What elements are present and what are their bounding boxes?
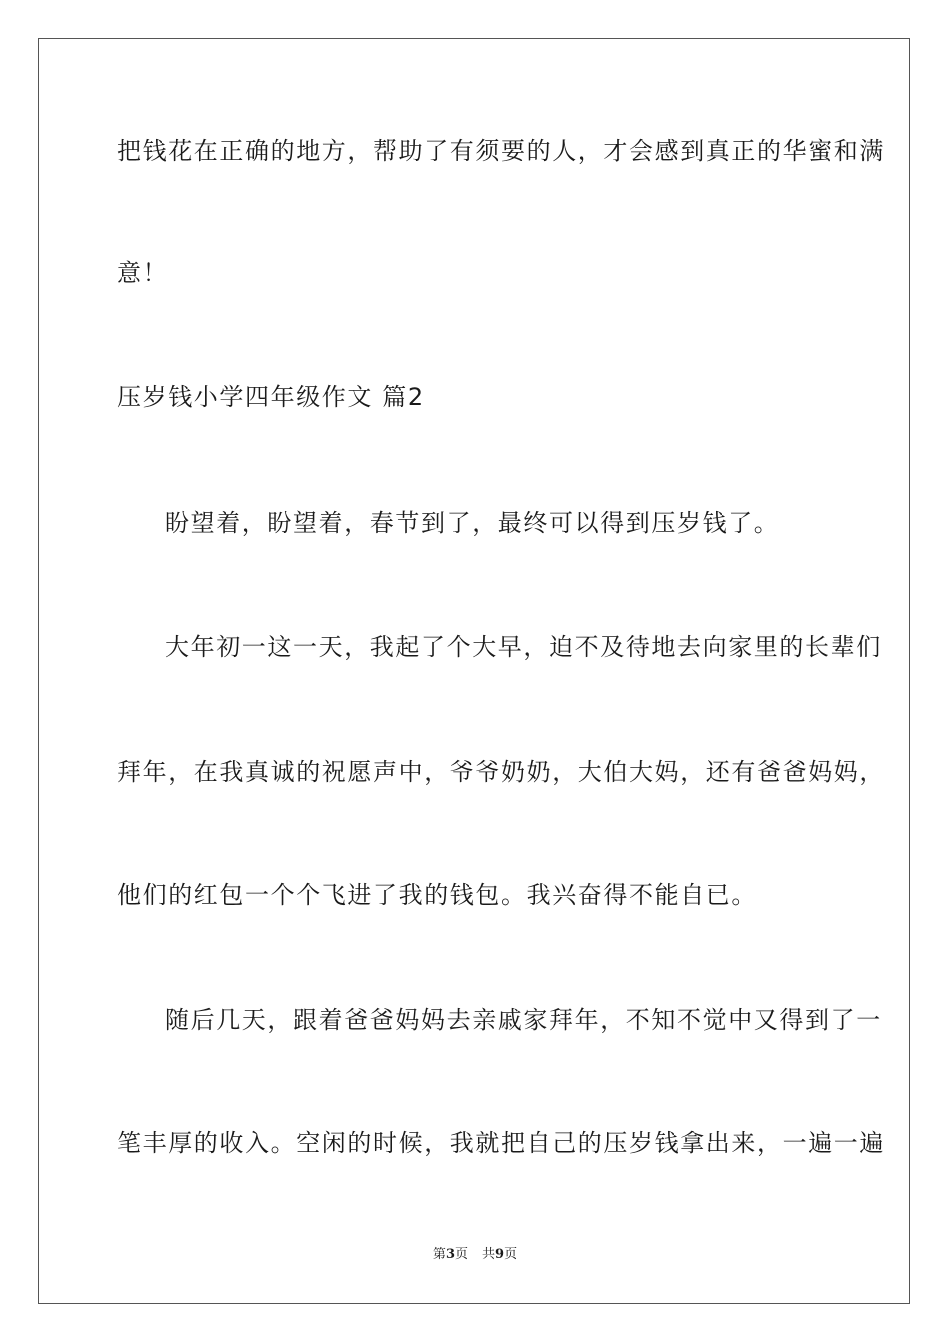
paragraph-first-line: 随后几天，跟着爸爸妈妈去亲戚家拜年，不知不觉中又得到了一 [165,1006,882,1034]
body-text-line: 他们的红包一个个飞进了我的钱包。我兴奋得不能自已。 [117,881,757,909]
total-prefix: 共 [482,1247,496,1262]
section-heading: 压岁钱小学四年级作文 篇2 [117,383,425,411]
body-text-line: 意！ [117,259,169,287]
body-text-line: 笔丰厚的收入。空闲的时候，我就把自己的压岁钱拿出来，一遍一遍 [117,1129,885,1157]
paragraph-first-line: 大年初一这一天，我起了个大早，迫不及待地去向家里的长辈们 [165,633,882,661]
page-footer [0,1246,950,1264]
current-page-number: 3 [445,1247,455,1262]
page-prefix: 第 [432,1247,446,1262]
total-suffix: 页 [504,1247,518,1262]
total-pages-number: 9 [495,1247,505,1262]
body-text-line: 把钱花在正确的地方，帮助了有须要的人，才会感到真正的华蜜和满 [117,137,885,165]
body-text-line: 拜年，在我真诚的祝愿声中，爷爷奶奶，大伯大妈，还有爸爸妈妈， [117,758,885,786]
page-suffix: 页 [454,1247,468,1262]
paragraph-first-line: 盼望着，盼望着，春节到了，最终可以得到压岁钱了。 [165,509,780,537]
page-border [38,38,910,1304]
